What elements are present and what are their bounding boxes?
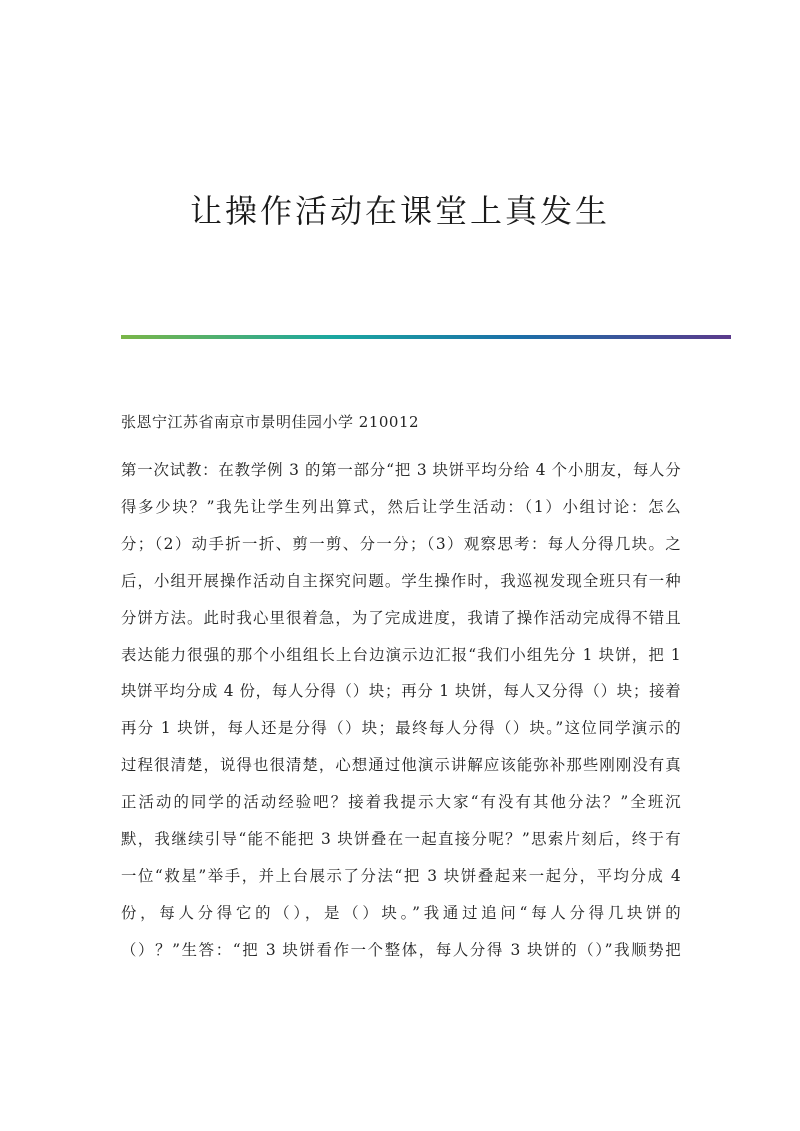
body-line: 再分 1 块饼，每人还是分得（）块；最终每人分得（）块。”这位同学演示的 — [121, 719, 681, 738]
body-line: 第一次试教：在教学例 3 的第一部分“把 3 块饼平均分给 4 个小朋友，每人分 — [121, 461, 681, 479]
body-paragraph — [121, 452, 681, 969]
author-affiliation: 张恩宁江苏省南京市景明佳园小学 210012 — [121, 413, 420, 431]
body-line: 正活动的同学的活动经验吧？接着我提示大家“有没有其他分法？”全班沉 — [121, 793, 681, 812]
body-line: 过程很清楚，说得也很清楚，心想通过他演示讲解应该能弥补那些刚刚没有真 — [121, 756, 681, 775]
body-line: 一位“救星”举手，并上台展示了分法“把 3 块饼叠起来一起分，平均分成 4 — [121, 866, 681, 885]
body-line: 默，我继续引导“能不能把 3 块饼叠在一起直接分呢？”思索片刻后，终于有 — [121, 830, 681, 849]
document-title: 让操作活动在课堂上真发生 — [189, 192, 610, 230]
gradient-divider — [121, 335, 731, 339]
body-line: 分；（2）动手折一折、剪一剪、分一分；（3）观察思考：每人分得几块。之 — [121, 534, 681, 553]
body-line: 块饼平均分成 4 份，每人分得（）块；再分 1 块饼，每人又分得（）块；接着 — [121, 682, 681, 701]
body-line: 分饼方法。此时我心里很着急，为了完成进度，我请了操作活动完成得不错且 — [121, 608, 681, 627]
body-line: 得多少块？”我先让学生列出算式，然后让学生活动：（1）小组讨论：怎么 — [121, 497, 681, 516]
body-line: 后，小组开展操作活动自主探究问题。学生操作时，我巡视发现全班只有一种 — [121, 571, 681, 590]
body-line: （）？”生答：“把 3 块饼看作一个整体，每人分得 3 块饼的（）”我顺势把 — [121, 940, 681, 959]
body-line: 表达能力很强的那个小组组长上台边演示边汇报“我们小组先分 1 块饼，把 1 — [121, 645, 681, 664]
body-line: 份，每人分得它的（），是（）块。”我通过追问“每人分得几块饼的 — [121, 903, 681, 922]
